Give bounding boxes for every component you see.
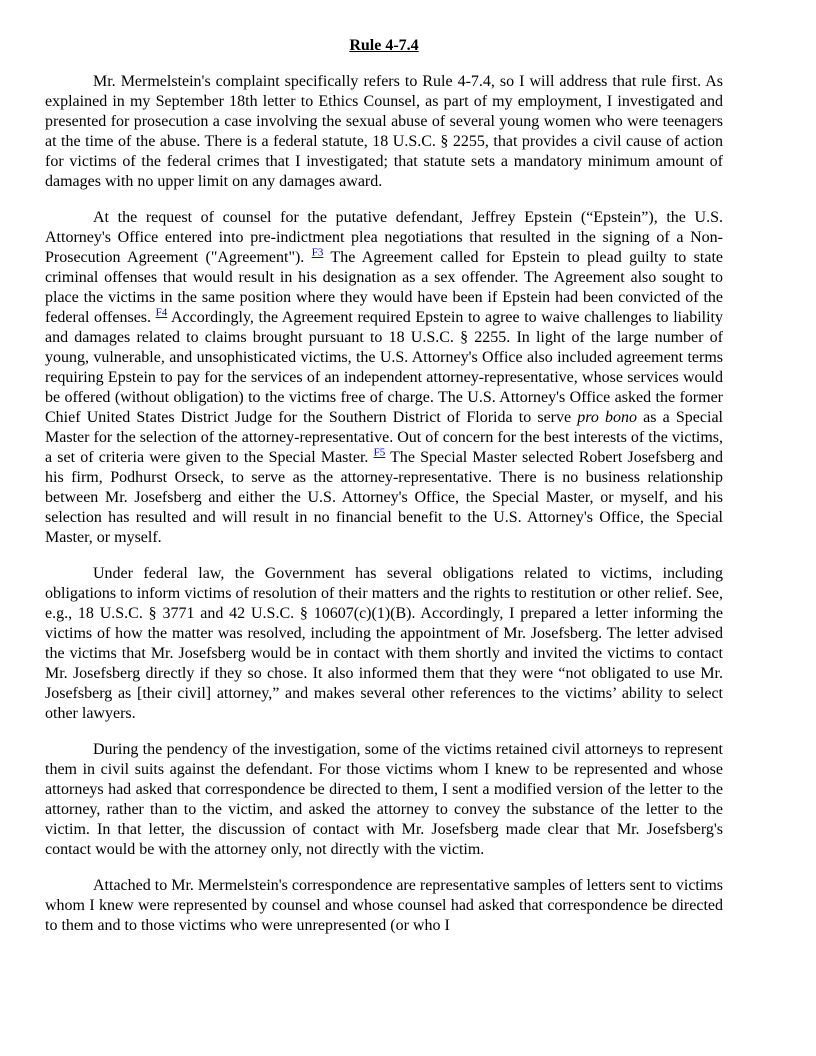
paragraph-2-text-5: The Special Master selected Robert Josefsberg and his firm, Podhurst Orseck, to serve as the attorney-representative. There is no business relationship between Mr. Josefsberg and either the U.S. Attorney's Office, the Special Master, or myself, and his selection has resulted and will result in no financial benefit to the U.S. Attorney's Office, the Special Master, or myself. (45, 449, 724, 546)
footnote-link-f3[interactable]: F3 (311, 246, 324, 259)
footnote-link-f5[interactable]: F5 (373, 446, 386, 459)
paragraph-2 (45, 208, 723, 548)
paragraph-2-text-4: as a Special Master for the selection of the attorney-representative. Out of concern for the best interests of the victims, a set of criteria were given to the Special Master. (45, 409, 723, 466)
pro-bono-italic: pro bono (577, 409, 638, 426)
paragraph-3 (45, 564, 723, 724)
paragraph-2-text-3: Accordingly, the Agreement required Epstein to agree to waive challenges to liability and damages related to claims brought pursuant to 18 U.S.C. § 2255. In light of the large number of young, vulnerable, and unsophisticated victims, the U.S. Attorney's Office also included agreement terms requiring Epstein to pay for the services of an independent attorney-representative, whose services would be offered (without obligation) to the victims free of charge. The U.S. Attorney's Office asked the former Chief United States District Judge for the Southern District of Florida to serve (45, 309, 724, 426)
paragraph-3-text: Under federal law, the Government has several obligations related to victims, including obligations to inform victims of resolution of their matters and the rights to restitution or other relief. See, e.g., 18 U.S.C. § 3771 and 42 U.S.C. § 10607(c)(1)(B). Accordingly, I prepared a letter informing the victims of how the matter was resolved, including the appointment of Mr. Josefsberg. The letter advised the victims that Mr. Josefsberg would be in contact with them shortly and invited the victims to contact Mr. Josefsberg directly if they so chose. It also informed them that they were “not obligated to use Mr. Josefsberg as [their civil] attorney,” and makes several other references to the victims’ ability to select other lawyers. (45, 565, 723, 722)
paragraph-2-text-2: The Agreement called for Epstein to plead guilty to state criminal offenses that would result in his designation as a sex offender. The Agreement also sought to place the victims in the same position where they would have been if Epstein had been convicted of the federal offenses. (45, 249, 723, 326)
paragraph-4 (45, 740, 723, 860)
paragraph-2-text-1: At the request of counsel for the putative defendant, Jeffrey Epstein (“Epstein”), the U.S. Attorney's Office entered into pre-indictment plea negotiations that resulted in the signing of a Non-Prosecution Agreement ("Agreement"). (45, 209, 723, 266)
paragraph-5 (45, 876, 723, 936)
paragraph-4-text: During the pendency of the investigation, some of the victims retained civil attorneys to represent them in civil suits against the defendant. For those victims whom I knew to be represented and whose attorneys had asked that correspondence be directed to them, I sent a modified version of the letter to the attorney, rather than to the victim, and asked the attorney to convey the substance of the letter to the victim. In that letter, the discussion of contact with Mr. Josefsberg made clear that Mr. Josefsberg's contact would be with the attorney only, not directly with the victim. (45, 741, 723, 858)
page-title: Rule 4-7.4 (349, 37, 419, 54)
paragraph-1-text: Mr. Mermelstein's complaint specifically refers to Rule 4-7.4, so I will address that rule first. As explained in my September 18th letter to Ethics Counsel, as part of my employment, I investigated and presented for prosecution a case involving the sexual abuse of several young women who were teenagers at the time of the abuse. There is a federal statute, 18 U.S.C. § 2255, that provides a civil cause of action for victims of the federal crimes that I investigated; that statute sets a mandatory minimum amount of damages with no upper limit on any damages award. (45, 73, 723, 190)
paragraph-1 (45, 72, 723, 192)
paragraph-5-text: Attached to Mr. Mermelstein's correspondence are representative samples of letters sent to victims whom I knew were represented by counsel and whose counsel had asked that correspondence be directed to them and to those victims who were unrepresented (or who I (45, 877, 723, 934)
document-page (45, 36, 723, 952)
footnote-link-f4[interactable]: F4 (155, 306, 168, 319)
